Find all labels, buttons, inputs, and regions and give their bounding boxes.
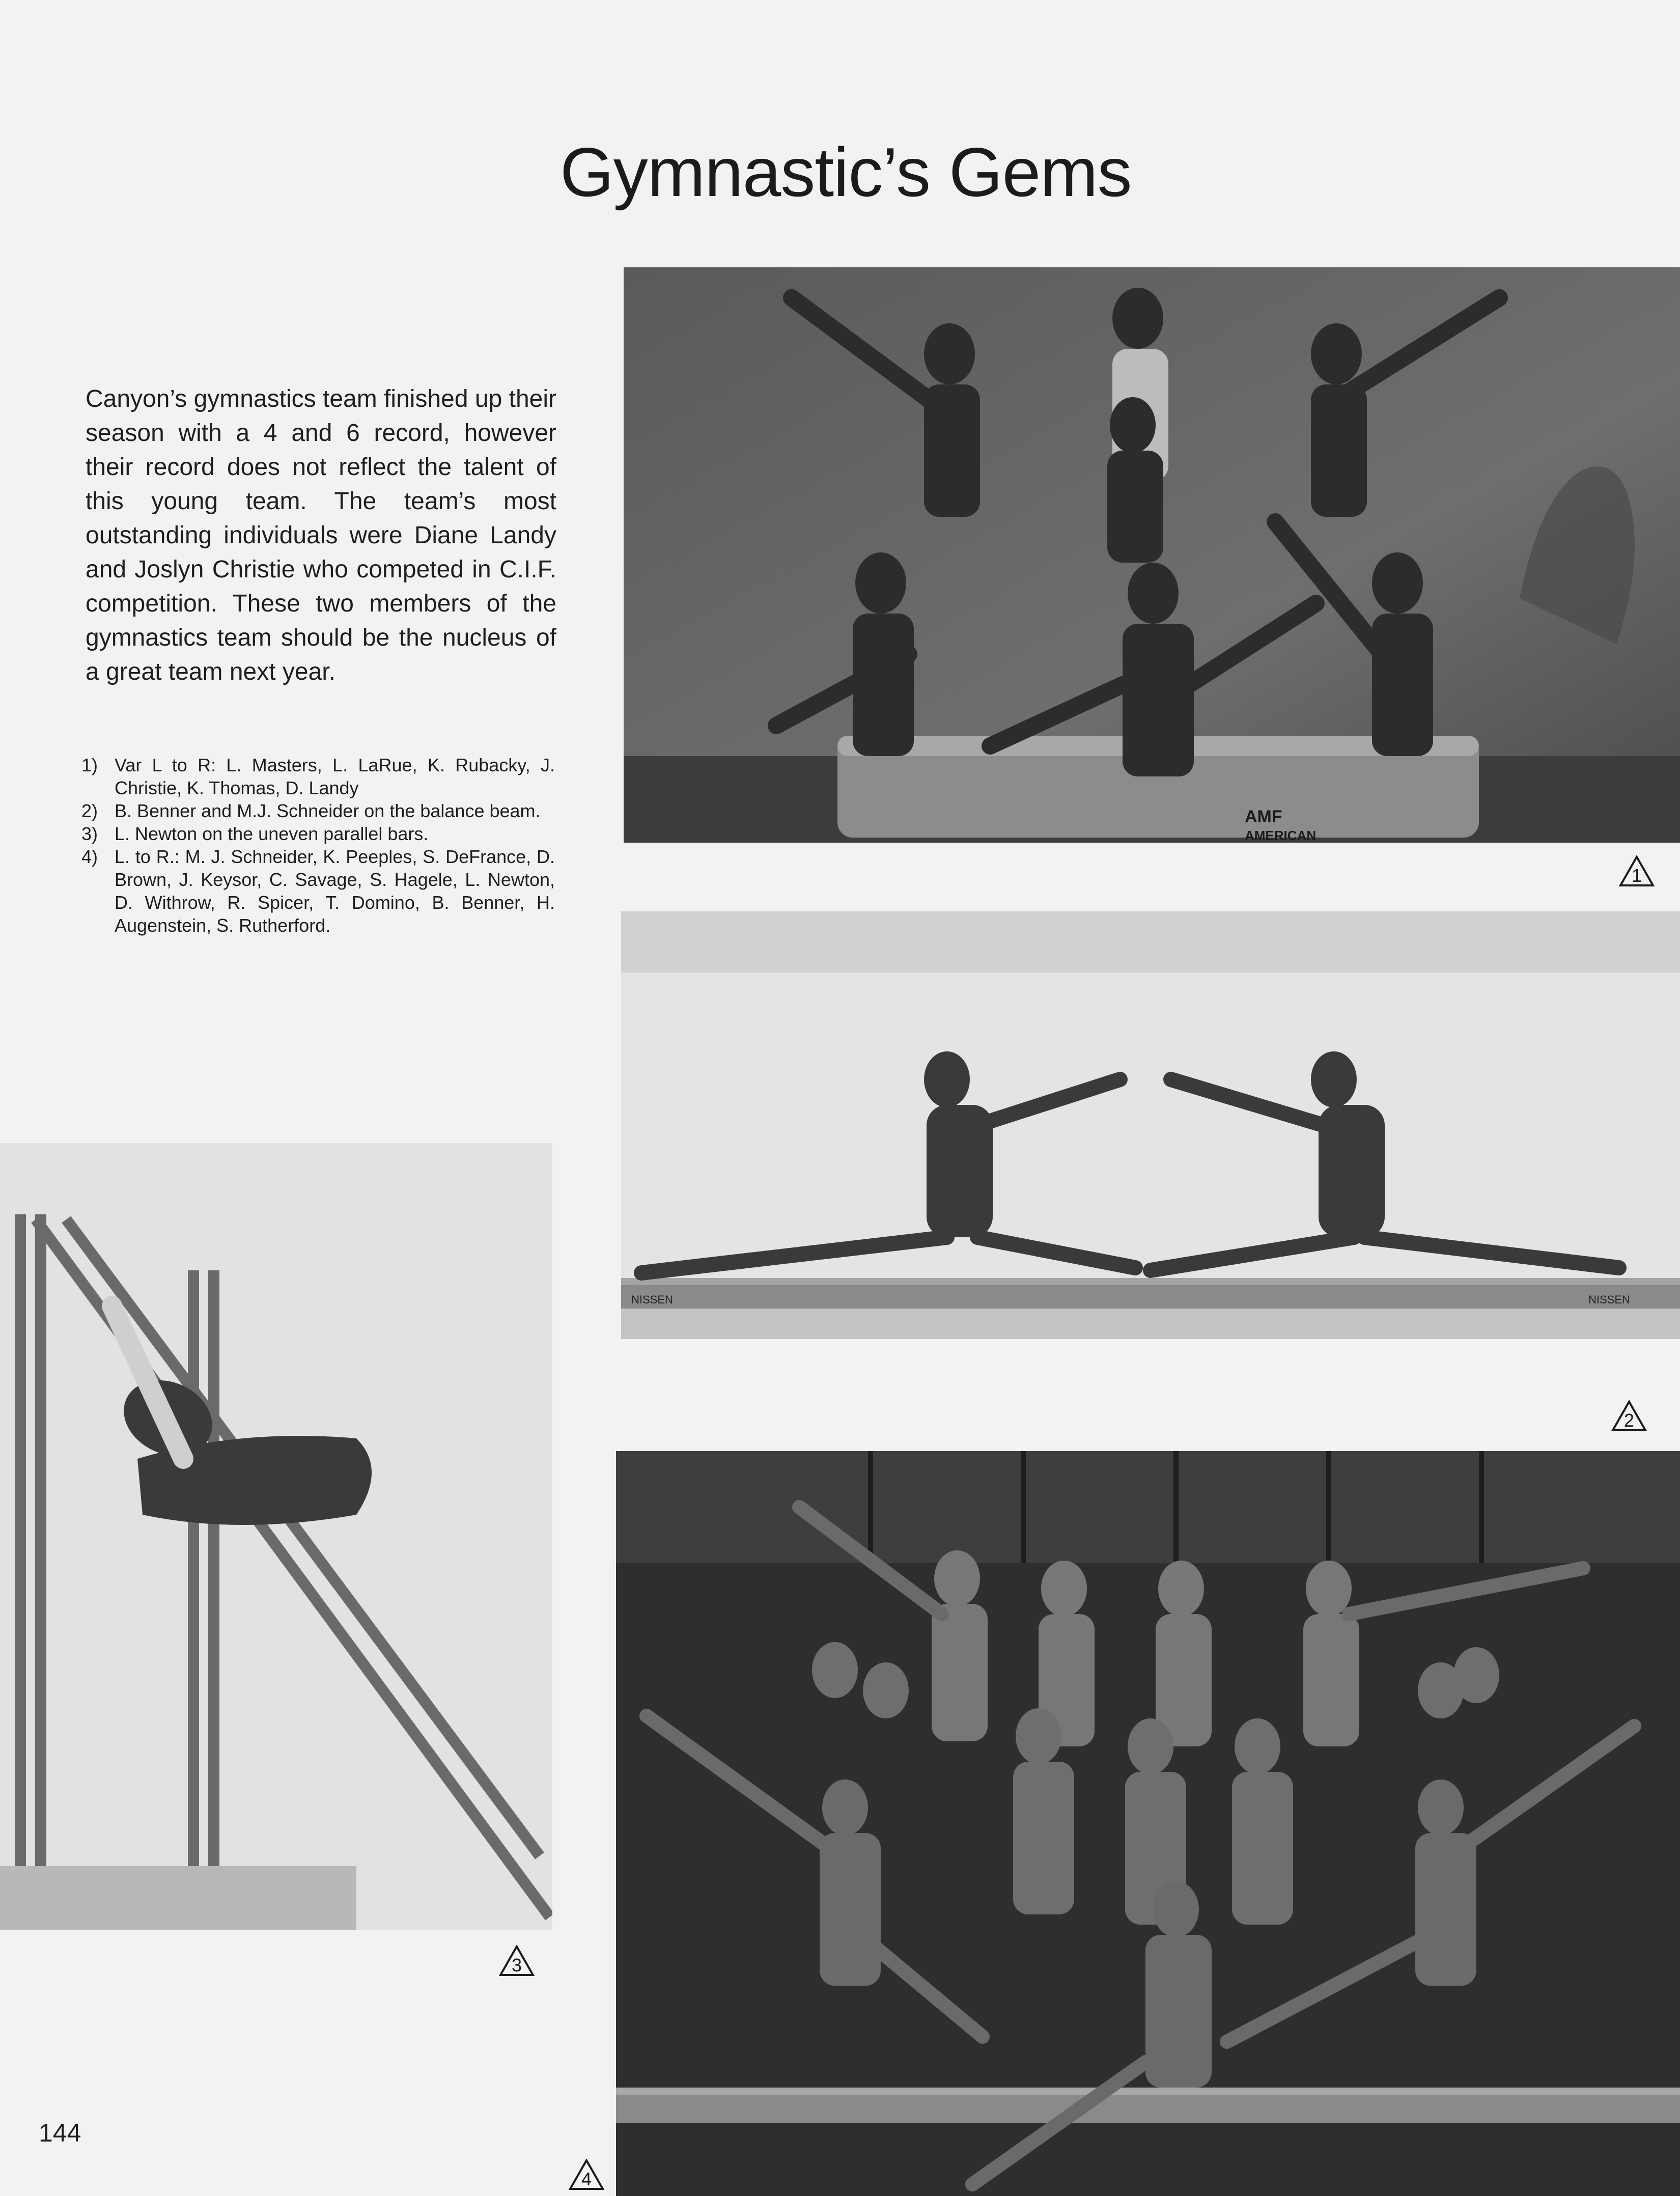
photo-marker-1: [1619, 855, 1655, 887]
photo-uneven-bars: [0, 1143, 552, 1930]
vault-label-amf: AMF: [1245, 807, 1282, 826]
caption-text: L. to R.: M. J. Schneider, K. Peeples, S. DeFrance, D. Brown, J. Keysor, C. Savage, S. Hagele, L. Newton, D. Withrow, R. Spicer, T. Domino, B. Benner, H. Augenstein, S. Rutherford.: [115, 846, 555, 936]
beam-label-right: NISSEN: [1588, 1293, 1630, 1306]
caption-item: [81, 822, 555, 845]
caption-text: Var L to R: L. Masters, L. LaRue, K. Rubacky, J. Christie, K. Thomas, D. Landy: [115, 755, 555, 798]
photo-marker-4-number: 4: [581, 2169, 592, 2189]
beam-label-left: NISSEN: [631, 1293, 673, 1306]
caption-number: 4): [81, 846, 98, 867]
article-body: Canyon’s gymnastics team finished up their season with a 4 and 6 record, however their record does not reflect the talent of this young team. The team’s most outstanding individuals were Diane Landy and Joslyn Christie who competed in C.I.F. competition. These two members of the gymnastics team should be the nucleus of a great team next year.: [86, 385, 556, 685]
vault-label-american: AMERICAN: [1245, 828, 1317, 843]
photo-full-team: [616, 1451, 1680, 2196]
caption-text: L. Newton on the uneven parallel bars.: [115, 823, 429, 844]
caption-item: [81, 845, 555, 937]
caption-text: B. Benner and M.J. Schneider on the balance beam.: [115, 800, 541, 821]
photo-uneven-bars-image: [0, 1143, 552, 1930]
photo-marker-3: [499, 1945, 535, 1977]
caption-number: 2): [81, 800, 98, 821]
caption-item: [81, 799, 555, 822]
photo-marker-2: [1611, 1400, 1647, 1432]
photo-balance-beam: [621, 911, 1680, 1339]
photo-marker-2-number: 2: [1623, 1410, 1635, 1431]
photo-captions: [81, 754, 555, 937]
caption-item: [81, 754, 555, 799]
photo-marker-1-number: 1: [1631, 865, 1642, 886]
photo-full-team-image: [616, 1451, 1680, 2196]
page-title: Gymnastic’s Gems: [560, 133, 1132, 211]
page-number: 144: [39, 2119, 81, 2147]
photo-varsity-pyramid-image: [624, 267, 1680, 843]
photo-balance-beam-image: [621, 911, 1680, 1339]
caption-number: 3): [81, 823, 98, 844]
photo-marker-3-number: 3: [511, 1955, 522, 1976]
photo-varsity-pyramid: [624, 267, 1680, 843]
photo-marker-4: [569, 2159, 604, 2190]
caption-number: 1): [81, 755, 98, 775]
